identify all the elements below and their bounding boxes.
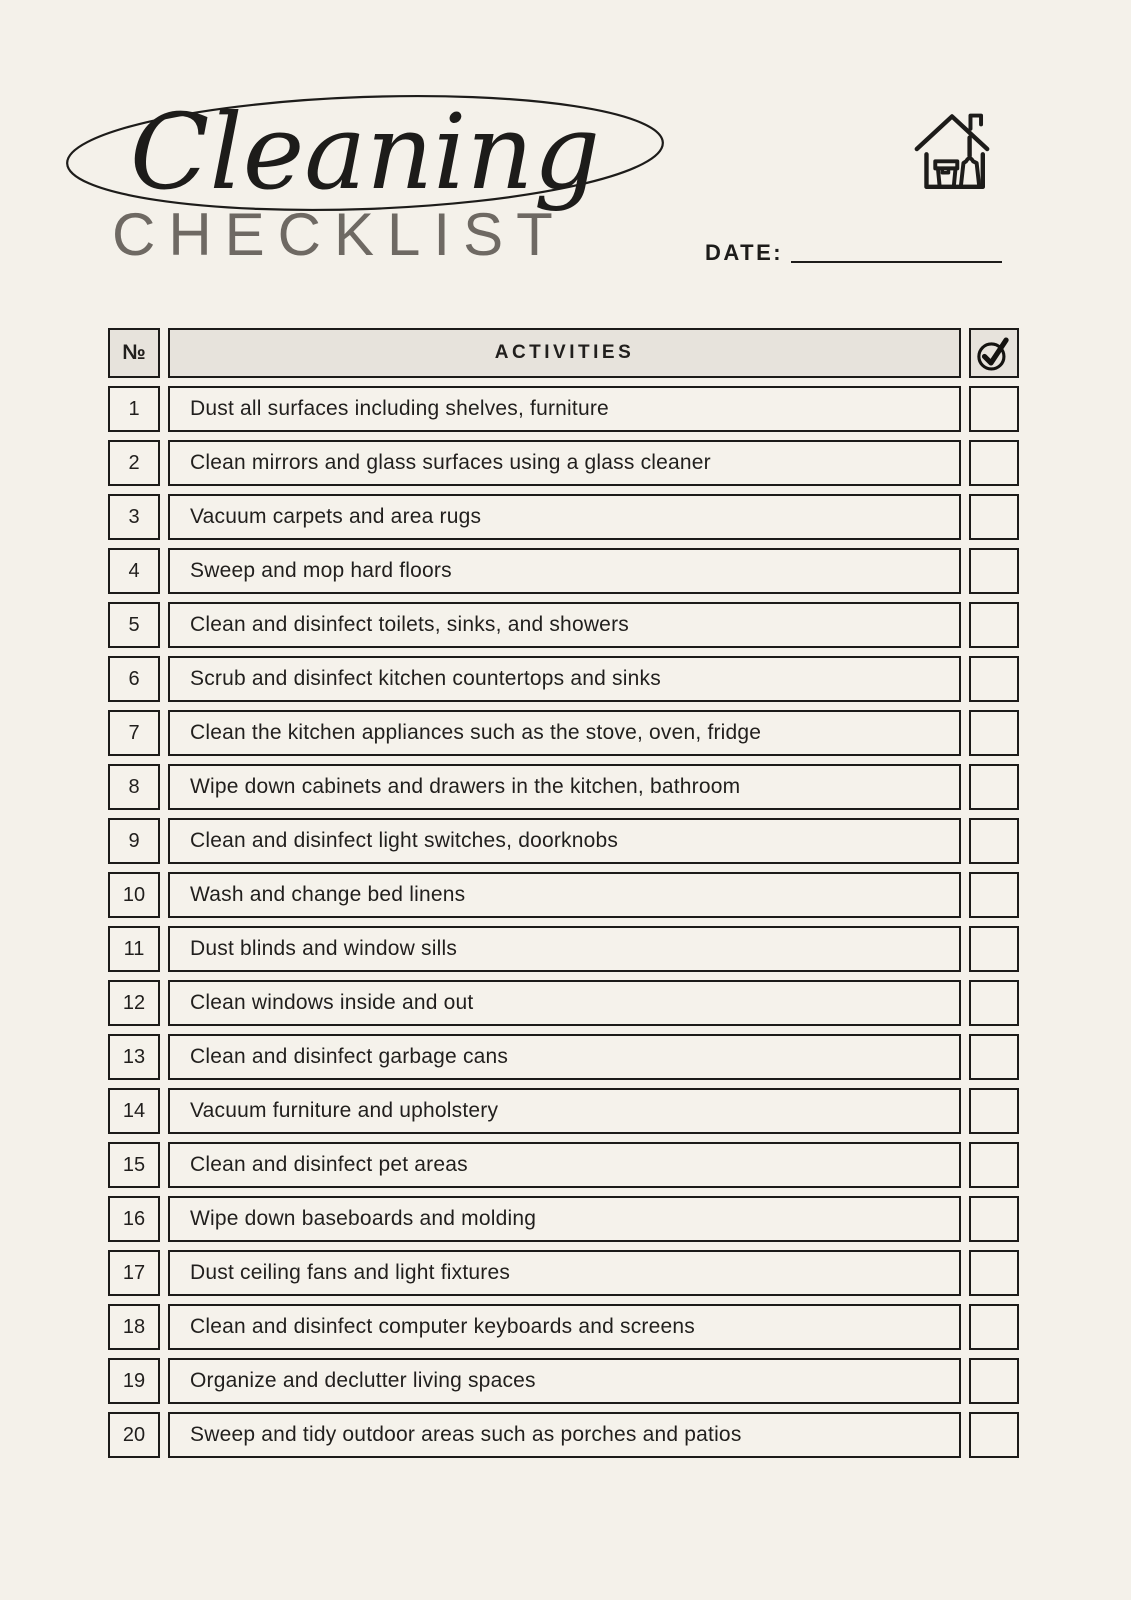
- table-row: [108, 980, 1019, 1026]
- row-activity-cell: [168, 386, 961, 432]
- table-row: [108, 1034, 1019, 1080]
- row-activity-cell: [168, 440, 961, 486]
- row-number-cell: [108, 710, 160, 756]
- row-activity-cell: [168, 1088, 961, 1134]
- row-activity-text: Dust blinds and window sills: [190, 937, 458, 960]
- row-number: 13: [122, 1045, 146, 1068]
- row-activity-text: Clean windows inside and out: [190, 991, 474, 1014]
- row-number: 17: [122, 1261, 146, 1284]
- row-checkbox-cell[interactable]: [969, 1034, 1019, 1080]
- row-number: 11: [123, 937, 145, 960]
- row-activity-cell: [168, 1142, 961, 1188]
- row-activity-text: Vacuum furniture and upholstery: [190, 1099, 499, 1122]
- row-activity-text: Wash and change bed linens: [190, 883, 466, 906]
- checklist-body: [108, 386, 1019, 1458]
- row-activity-text: Clean and disinfect garbage cans: [190, 1045, 509, 1068]
- row-number-cell: [108, 926, 160, 972]
- row-checkbox-cell[interactable]: [969, 602, 1019, 648]
- row-activity-text: Clean mirrors and glass surfaces using a glass cleaner: [190, 451, 711, 474]
- table-row: [108, 440, 1019, 486]
- row-number: 20: [122, 1423, 146, 1446]
- row-checkbox-cell[interactable]: [969, 710, 1019, 756]
- header-number-cell: [108, 328, 160, 378]
- table-row: [108, 1304, 1019, 1350]
- table-row: [108, 386, 1019, 432]
- row-activity-text: Wipe down cabinets and drawers in the kitchen, bathroom: [190, 775, 741, 798]
- row-number: 3: [128, 505, 140, 528]
- row-number: 8: [128, 775, 140, 798]
- row-activity-cell: [168, 1358, 961, 1404]
- row-number-cell: [108, 1412, 160, 1458]
- row-number-cell: [108, 440, 160, 486]
- row-activity-cell: [168, 818, 961, 864]
- table-row: [108, 1088, 1019, 1134]
- house-cleaning-icon: [908, 100, 996, 198]
- row-number-cell: [108, 386, 160, 432]
- row-number-cell: [108, 980, 160, 1026]
- row-activity-cell: [168, 710, 961, 756]
- row-number: 10: [122, 883, 146, 906]
- header-activities-cell: [168, 328, 961, 378]
- table-row: [108, 548, 1019, 594]
- table-row: [108, 1250, 1019, 1296]
- row-number-cell: [108, 1088, 160, 1134]
- row-number: 14: [122, 1099, 146, 1122]
- row-number-cell: [108, 656, 160, 702]
- table-row: [108, 926, 1019, 972]
- row-activity-cell: [168, 602, 961, 648]
- row-checkbox-cell[interactable]: [969, 1412, 1019, 1458]
- row-activity-text: Organize and declutter living spaces: [190, 1369, 536, 1392]
- table-row: [108, 656, 1019, 702]
- row-number-cell: [108, 764, 160, 810]
- row-activity-text: Clean the kitchen appliances such as the stove, oven, fridge: [190, 721, 762, 744]
- date-input-line[interactable]: [791, 243, 1002, 263]
- row-number: 15: [122, 1153, 146, 1176]
- row-number: 19: [122, 1369, 146, 1392]
- row-checkbox-cell[interactable]: [969, 818, 1019, 864]
- row-activity-text: Scrub and disinfect kitchen countertops and sinks: [190, 667, 661, 690]
- row-activity-cell: [168, 1412, 961, 1458]
- row-number-cell: [108, 1358, 160, 1404]
- row-checkbox-cell[interactable]: [969, 386, 1019, 432]
- row-activity-cell: [168, 1034, 961, 1080]
- row-number: 18: [122, 1315, 146, 1338]
- row-activity-cell: [168, 1304, 961, 1350]
- header-activities-label: ACTIVITIES: [494, 342, 635, 363]
- row-activity-cell: [168, 980, 961, 1026]
- table-row: [108, 1412, 1019, 1458]
- row-number: 12: [122, 991, 146, 1014]
- row-activity-cell: [168, 548, 961, 594]
- table-row: [108, 818, 1019, 864]
- circled-check-icon: [975, 333, 1013, 373]
- header-check-cell: [969, 328, 1019, 378]
- table-row: [108, 872, 1019, 918]
- row-checkbox-cell[interactable]: [969, 1358, 1019, 1404]
- row-activity-text: Sweep and tidy outdoor areas such as porches and patios: [190, 1423, 742, 1446]
- row-activity-text: Clean and disinfect pet areas: [190, 1153, 468, 1176]
- row-checkbox-cell[interactable]: [969, 548, 1019, 594]
- row-number-cell: [108, 818, 160, 864]
- row-checkbox-cell[interactable]: [969, 926, 1019, 972]
- date-label: DATE:: [705, 240, 784, 265]
- row-checkbox-cell[interactable]: [969, 980, 1019, 1026]
- row-number-cell: [108, 1304, 160, 1350]
- table-header-row: [108, 328, 1019, 378]
- row-number: 5: [128, 613, 140, 636]
- row-activity-text: Dust ceiling fans and light fixtures: [190, 1261, 511, 1284]
- row-number: 4: [128, 559, 140, 582]
- row-checkbox-cell[interactable]: [969, 1196, 1019, 1242]
- row-activity-cell: [168, 872, 961, 918]
- row-checkbox-cell[interactable]: [969, 1142, 1019, 1188]
- row-checkbox-cell[interactable]: [969, 1250, 1019, 1296]
- row-checkbox-cell[interactable]: [969, 494, 1019, 540]
- row-checkbox-cell[interactable]: [969, 1304, 1019, 1350]
- row-activity-cell: [168, 764, 961, 810]
- row-number-cell: [108, 1196, 160, 1242]
- row-activity-text: Vacuum carpets and area rugs: [190, 505, 482, 528]
- date-row: [705, 240, 1002, 266]
- table-row: [108, 494, 1019, 540]
- row-activity-text: Clean and disinfect toilets, sinks, and showers: [190, 613, 629, 636]
- row-activity-text: Sweep and mop hard floors: [190, 559, 452, 582]
- row-activity-text: Wipe down baseboards and molding: [190, 1207, 537, 1230]
- table-row: [108, 764, 1019, 810]
- row-activity-text: Clean and disinfect light switches, doorknobs: [190, 829, 619, 852]
- row-checkbox-cell[interactable]: [969, 872, 1019, 918]
- row-number-cell: [108, 494, 160, 540]
- row-number-cell: [108, 602, 160, 648]
- table-row: [108, 1142, 1019, 1188]
- row-activity-text: Clean and disinfect computer keyboards and screens: [190, 1315, 695, 1338]
- row-number-cell: [108, 1142, 160, 1188]
- table-row: [108, 602, 1019, 648]
- header-number-label: №: [122, 341, 146, 364]
- row-checkbox-cell[interactable]: [969, 764, 1019, 810]
- row-number: 7: [128, 721, 140, 744]
- row-number-cell: [108, 872, 160, 918]
- table-row: [108, 1358, 1019, 1404]
- row-activity-text: Dust all surfaces including shelves, furniture: [190, 397, 609, 420]
- row-number: 1: [128, 397, 140, 420]
- row-checkbox-cell[interactable]: [969, 1088, 1019, 1134]
- row-activity-cell: [168, 1250, 961, 1296]
- row-number-cell: [108, 548, 160, 594]
- row-activity-cell: [168, 656, 961, 702]
- row-number: 6: [128, 667, 140, 690]
- row-number: 2: [128, 451, 140, 474]
- script-title-text: Cleaning: [129, 91, 601, 213]
- row-number: 16: [122, 1207, 146, 1230]
- row-activity-cell: [168, 1196, 961, 1242]
- row-activity-cell: [168, 494, 961, 540]
- table-row: [108, 710, 1019, 756]
- page-title: CHECKLIST: [112, 201, 566, 268]
- row-checkbox-cell[interactable]: [969, 656, 1019, 702]
- row-activity-cell: [168, 926, 961, 972]
- row-checkbox-cell[interactable]: [969, 440, 1019, 486]
- row-number-cell: [108, 1034, 160, 1080]
- row-number-cell: [108, 1250, 160, 1296]
- row-number: 9: [128, 829, 140, 852]
- checklist-table: [108, 328, 1019, 1466]
- table-row: [108, 1196, 1019, 1242]
